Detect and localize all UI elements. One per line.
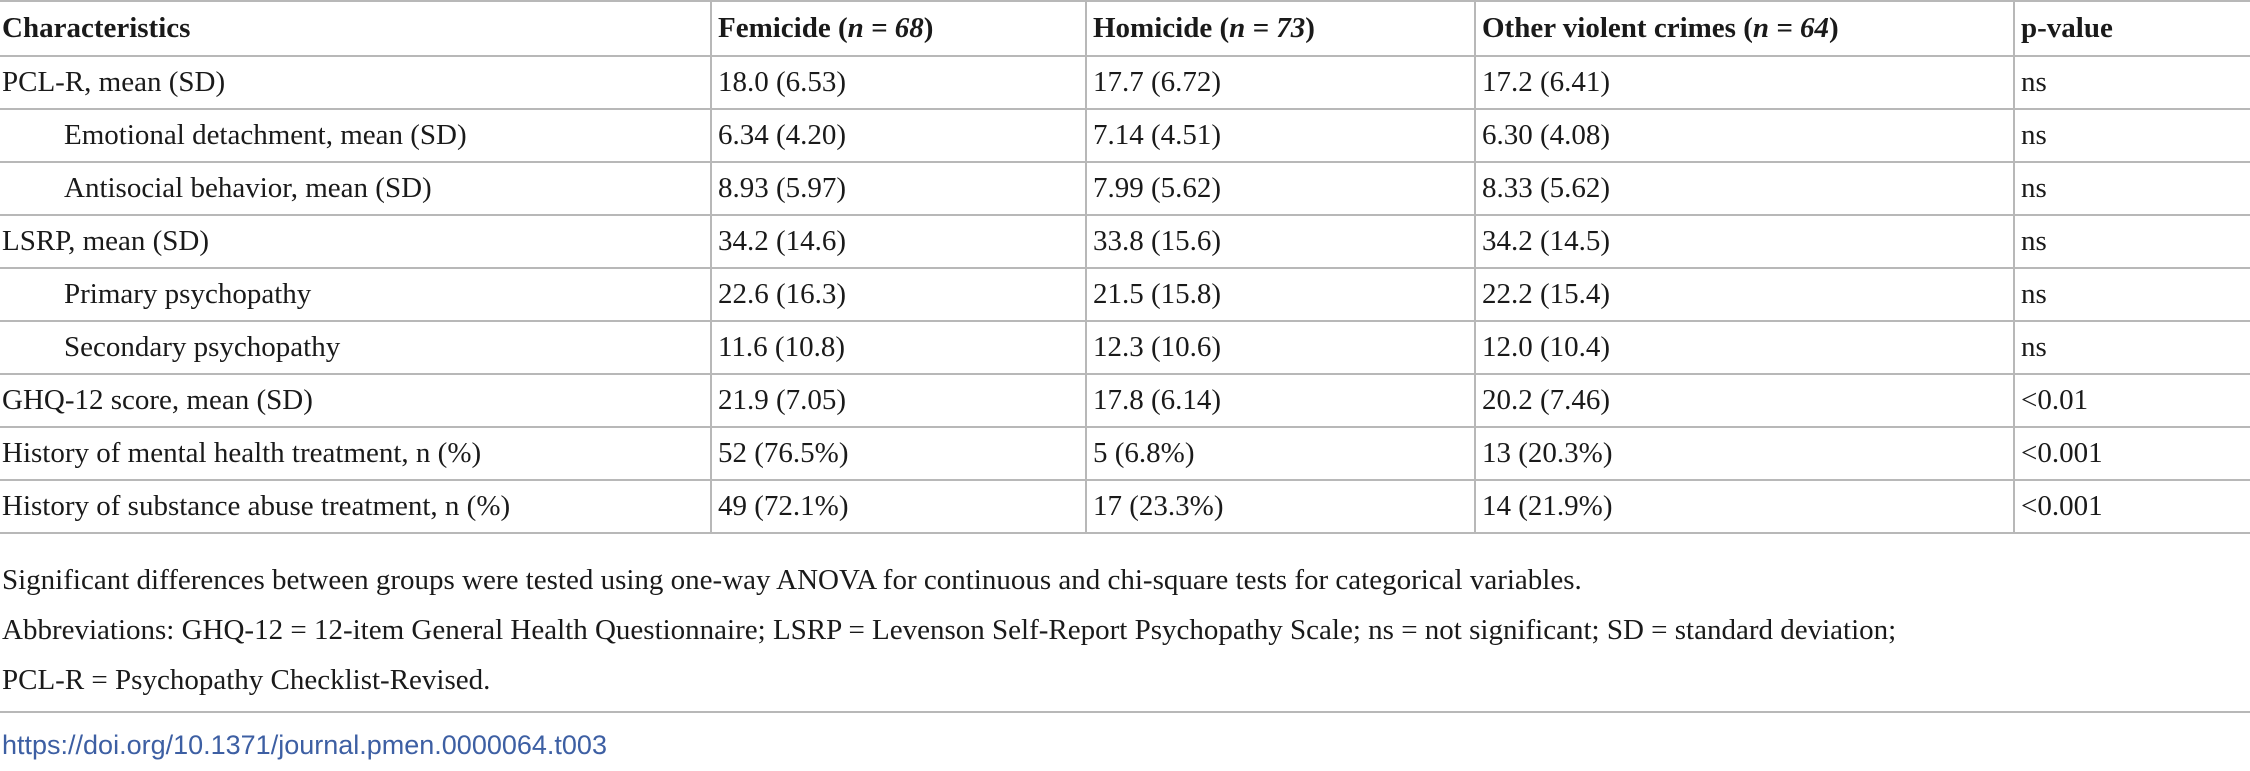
row-label: History of substance abuse treatment, n (%) — [0, 480, 711, 533]
cell-p-value: <0.001 — [2014, 480, 2250, 533]
cell-other: 8.33 (5.62) — [1475, 162, 2014, 215]
cell-homicide: 33.8 (15.6) — [1086, 215, 1475, 268]
cell-femicide: 22.6 (16.3) — [711, 268, 1086, 321]
cell-femicide: 34.2 (14.6) — [711, 215, 1086, 268]
divider — [0, 711, 2250, 713]
cell-p-value: <0.01 — [2014, 374, 2250, 427]
table-row — [0, 374, 2250, 427]
table-row — [0, 480, 2250, 533]
cell-other: 17.2 (6.41) — [1475, 56, 2014, 109]
cell-femicide: 49 (72.1%) — [711, 480, 1086, 533]
cell-other: 34.2 (14.5) — [1475, 215, 2014, 268]
cell-homicide: 5 (6.8%) — [1086, 427, 1475, 480]
cell-homicide: 17 (23.3%) — [1086, 480, 1475, 533]
footnote-significance: Significant differences between groups were tested using one-way ANOVA for continuous and chi-square tests for categorical variables. — [2, 564, 1582, 596]
header-homicide: Homicide (n = 73) — [1086, 1, 1475, 56]
row-label: History of mental health treatment, n (%) — [0, 427, 711, 480]
cell-p-value: ns — [2014, 56, 2250, 109]
table-row — [0, 427, 2250, 480]
header-characteristics: Characteristics — [0, 1, 711, 56]
table-header-row — [0, 1, 2250, 56]
table-row — [0, 56, 2250, 109]
row-label: Primary psychopathy — [0, 268, 711, 321]
cell-p-value: ns — [2014, 162, 2250, 215]
row-label: GHQ-12 score, mean (SD) — [0, 374, 711, 427]
cell-femicide: 6.34 (4.20) — [711, 109, 1086, 162]
footnote-abbreviations: Abbreviations: GHQ-12 = 12-item General Health Questionnaire; LSRP = Levenson Self-Report Psychopathy Scale; ns = not significant; SD = standard deviation; — [2, 614, 1897, 646]
cell-femicide: 11.6 (10.8) — [711, 321, 1086, 374]
table-row — [0, 268, 2250, 321]
table-footnotes — [2, 555, 1896, 705]
cell-homicide: 7.99 (5.62) — [1086, 162, 1475, 215]
table-row — [0, 215, 2250, 268]
cell-other: 13 (20.3%) — [1475, 427, 2014, 480]
row-label: PCL-R, mean (SD) — [0, 56, 711, 109]
row-label: Secondary psychopathy — [0, 321, 711, 374]
cell-femicide: 52 (76.5%) — [711, 427, 1086, 480]
cell-homicide: 17.7 (6.72) — [1086, 56, 1475, 109]
cell-p-value: ns — [2014, 215, 2250, 268]
row-label: Antisocial behavior, mean (SD) — [0, 162, 711, 215]
cell-other: 22.2 (15.4) — [1475, 268, 2014, 321]
row-label: LSRP, mean (SD) — [0, 215, 711, 268]
cell-p-value: ns — [2014, 109, 2250, 162]
cell-homicide: 17.8 (6.14) — [1086, 374, 1475, 427]
cell-femicide: 8.93 (5.97) — [711, 162, 1086, 215]
header-femicide: Femicide (n = 68) — [711, 1, 1086, 56]
table-row — [0, 321, 2250, 374]
cell-homicide: 7.14 (4.51) — [1086, 109, 1475, 162]
cell-other: 6.30 (4.08) — [1475, 109, 2014, 162]
cell-femicide: 21.9 (7.05) — [711, 374, 1086, 427]
row-label: Emotional detachment, mean (SD) — [0, 109, 711, 162]
footnote-abbreviations-cont: PCL-R = Psychopathy Checklist-Revised. — [2, 664, 491, 696]
cell-other: 20.2 (7.46) — [1475, 374, 2014, 427]
table-row — [0, 162, 2250, 215]
cell-p-value: ns — [2014, 321, 2250, 374]
table-row — [0, 109, 2250, 162]
cell-femicide: 18.0 (6.53) — [711, 56, 1086, 109]
header-p-value: p-value — [2014, 1, 2250, 56]
cell-homicide: 12.3 (10.6) — [1086, 321, 1475, 374]
header-other-violent-crimes: Other violent crimes (n = 64) — [1475, 1, 2014, 56]
cell-homicide: 21.5 (15.8) — [1086, 268, 1475, 321]
cell-other: 14 (21.9%) — [1475, 480, 2014, 533]
doi-link[interactable]: https://doi.org/10.1371/journal.pmen.0000064.t003 — [2, 730, 607, 760]
cell-other: 12.0 (10.4) — [1475, 321, 2014, 374]
cell-p-value: ns — [2014, 268, 2250, 321]
cell-p-value: <0.001 — [2014, 427, 2250, 480]
